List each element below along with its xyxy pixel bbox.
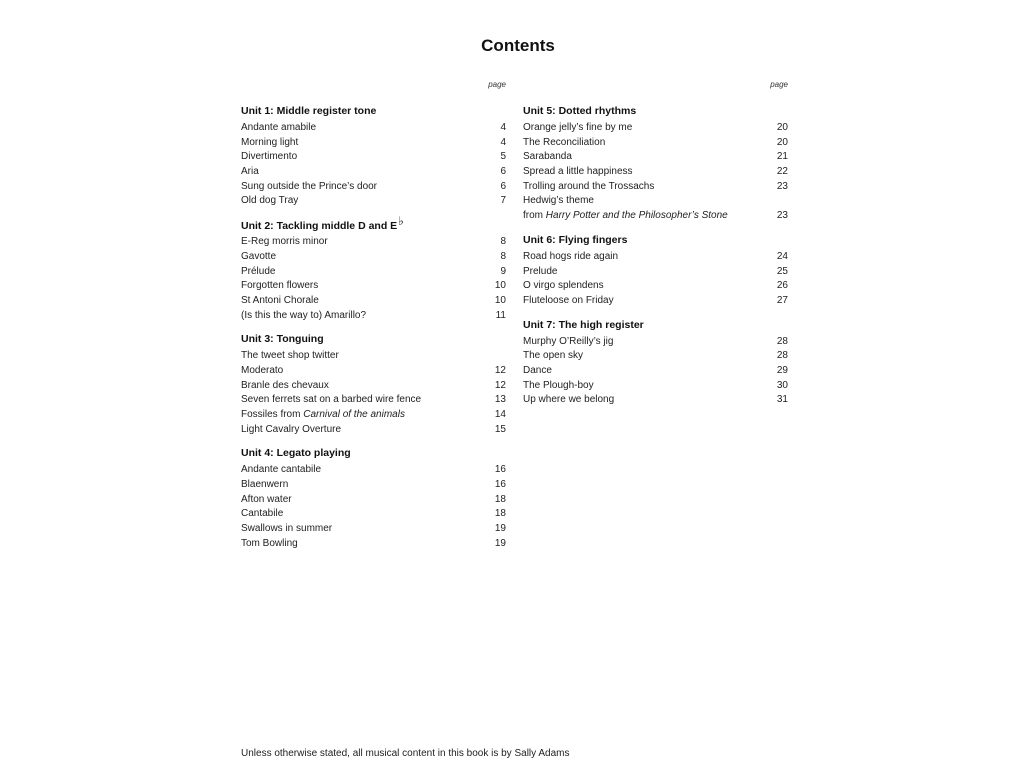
- entry-page-number: 10: [494, 280, 506, 292]
- entry-title-italic: Harry Potter and the Philosopher’s Stone: [545, 210, 728, 222]
- entry-page-number: 10: [494, 294, 506, 306]
- entry-title-text: St Antoni Chorale: [241, 294, 319, 306]
- entry-page-number: 12: [494, 379, 506, 391]
- entry-title-text: (Is this the way to) Amarillo?: [241, 309, 367, 321]
- entry-title: [241, 493, 292, 508]
- entry-title-text: Orange jelly’s fine by me: [523, 122, 633, 133]
- entry-title: [241, 522, 332, 537]
- entry-title-text: O virgo splendens: [523, 280, 604, 292]
- entry-title: [523, 180, 654, 195]
- entry-title: [241, 408, 405, 423]
- contents-entry: [241, 537, 506, 552]
- entry-title: [241, 180, 377, 195]
- unit-title-text: Unit 5: Dotted rhythms: [523, 105, 637, 117]
- entry-title-text: Old dog Tray: [241, 195, 299, 207]
- entry-title: [241, 507, 283, 522]
- contents-entry: [241, 493, 506, 508]
- entry-page-number: 29: [776, 364, 788, 376]
- entry-page-number: 26: [776, 280, 788, 292]
- entry-title: [523, 209, 728, 224]
- entry-title: [523, 393, 614, 408]
- entry-title-text: The open sky: [523, 350, 584, 362]
- unit-section: [523, 231, 788, 309]
- entry-page-number: 23: [776, 210, 788, 222]
- entry-title-text: Andante cantabile: [241, 464, 322, 476]
- entry-title: [241, 279, 318, 294]
- entry-title: [241, 265, 275, 280]
- entry-title-text: Moderato: [241, 364, 284, 376]
- unit-title-text: Unit 7: The high register: [523, 318, 644, 331]
- entry-page-number: 27: [776, 294, 788, 306]
- contents-entry: [523, 165, 788, 180]
- entry-title-text: Prélude: [241, 265, 276, 277]
- entry-title-text: Gavotte: [241, 250, 277, 262]
- entry-title-text: Andante amabile: [241, 122, 317, 133]
- entry-title: [241, 136, 298, 151]
- unit-title-text: Unit 2: Tackling middle D and E: [241, 220, 398, 233]
- contents-entry: [523, 349, 788, 364]
- entry-title: [523, 250, 618, 265]
- entry-page-number: 4: [500, 136, 506, 148]
- entry-page-number: 28: [776, 335, 788, 347]
- entry-title: [523, 165, 633, 180]
- contents-entry: [523, 194, 788, 209]
- entry-title-text: Prelude: [523, 265, 558, 277]
- entry-page-number: 16: [494, 464, 506, 476]
- entry-title: [523, 335, 613, 350]
- entry-title: [523, 121, 632, 136]
- entry-title-text: Afton water: [241, 493, 292, 505]
- entry-page-number: 11: [495, 309, 506, 321]
- entry-page-number: 8: [500, 250, 506, 262]
- entry-title-text: Sarabanda: [523, 151, 572, 163]
- entry-title-text: Blaenwern: [241, 479, 289, 491]
- flat-symbol-icon: ♭: [398, 214, 404, 229]
- entry-title-text: Fluteloose on Friday: [523, 294, 614, 306]
- entry-title-text: E-Reg morris minor: [241, 236, 328, 248]
- entry-page-number: 19: [494, 537, 506, 549]
- contents-entry: [241, 265, 506, 280]
- entry-title-text: Seven ferrets sat on a barbed wire fence: [241, 394, 422, 406]
- contents-entry: [241, 194, 506, 209]
- unit-title: [241, 444, 506, 463]
- contents-entry: [241, 463, 506, 478]
- contents-entry: [523, 209, 788, 224]
- contents-entry: [241, 379, 506, 394]
- contents-entry: [241, 393, 506, 408]
- entry-title-text: Up where we belong: [523, 394, 615, 406]
- contents-entry: [241, 522, 506, 537]
- contents-entry: [523, 279, 788, 294]
- entry-page-number: 24: [776, 250, 788, 262]
- entry-title: [241, 165, 259, 180]
- contents-entry: [241, 180, 506, 195]
- entry-title: [241, 393, 421, 408]
- contents-entry: [241, 309, 506, 324]
- entry-title-text: Fossiles from: [241, 409, 304, 420]
- entry-title-text: Spread a little happiness: [523, 166, 633, 178]
- contents-entry: [241, 235, 506, 250]
- entry-title-text: Forgotten flowers: [241, 280, 319, 292]
- contents-entry: [523, 150, 788, 165]
- unit-section: [241, 102, 506, 209]
- entry-title-text: The Reconciliation: [523, 136, 606, 148]
- entry-title: [241, 150, 297, 165]
- units-list: [523, 102, 788, 408]
- entry-page-number: 6: [500, 166, 506, 178]
- entry-title: [241, 478, 288, 493]
- contents-entry: [241, 165, 506, 180]
- entry-page-number: 15: [494, 423, 506, 435]
- entry-title: [241, 463, 321, 478]
- unit-title-text: Unit 6: Flying fingers: [523, 233, 628, 246]
- entry-title: [241, 235, 328, 250]
- entry-title: [523, 279, 604, 294]
- entry-title: [241, 194, 298, 209]
- entry-page-number: 9: [500, 265, 506, 277]
- entry-page-number: 22: [776, 166, 788, 178]
- entry-title: [241, 349, 339, 364]
- entry-title: [241, 121, 316, 136]
- unit-section: [523, 102, 788, 224]
- contents-entry: [523, 180, 788, 195]
- contents-entry: [523, 393, 788, 408]
- contents-entry: [241, 294, 506, 309]
- entry-title: [523, 150, 572, 165]
- entry-title-text: from: [523, 210, 546, 222]
- entry-page-number: 6: [500, 180, 506, 192]
- entry-page-number: 20: [776, 136, 788, 148]
- unit-section: [241, 444, 506, 551]
- entry-title-text: Divertimento: [241, 151, 298, 163]
- entry-page-number: 5: [500, 151, 506, 163]
- contents-entry: [241, 150, 506, 165]
- unit-title: [241, 330, 506, 349]
- entry-title: [241, 309, 366, 324]
- contents-entry: [241, 478, 506, 493]
- unit-title-text: Unit 4: Legato playing: [241, 447, 351, 460]
- entry-title-text: Road hogs ride again: [523, 250, 619, 262]
- contents-entry: [241, 136, 506, 151]
- entry-title-text: Aria: [241, 166, 259, 178]
- contents-entry: [523, 136, 788, 151]
- unit-section: [241, 330, 506, 437]
- contents-entry: [241, 279, 506, 294]
- contents-entry: [523, 364, 788, 379]
- entry-title: [523, 194, 594, 209]
- contents-entry: [241, 408, 506, 423]
- page-title: Contents: [481, 36, 555, 55]
- entry-title: [523, 364, 552, 379]
- contents-entry: [241, 364, 506, 379]
- entry-title: [241, 379, 329, 394]
- unit-title-text: Unit 3: Tonguing: [241, 333, 324, 346]
- entry-page-number: 13: [494, 394, 506, 406]
- entry-page-number: 18: [494, 508, 506, 520]
- contents-column-right: [523, 80, 788, 415]
- unit-section: [241, 216, 506, 323]
- entry-title-text: Light Cavalry Overture: [241, 423, 342, 435]
- unit-title: [241, 216, 506, 235]
- entry-title: [241, 364, 283, 379]
- entry-page-number: 28: [776, 350, 788, 362]
- contents-entry: [523, 121, 788, 136]
- entry-page-number: 21: [776, 151, 788, 163]
- contents-column-left: [241, 80, 506, 559]
- entry-title-text: The tweet shop twitter: [241, 350, 339, 362]
- contents-entry: [241, 121, 506, 136]
- entry-title-text: Cantabile: [241, 508, 284, 520]
- contents-entry: [523, 250, 788, 265]
- entry-page-number: 4: [500, 122, 506, 133]
- entry-page-number: 8: [500, 236, 506, 248]
- page-column-header: page: [488, 80, 506, 89]
- entry-title: [241, 250, 276, 265]
- entry-title: [241, 537, 298, 552]
- entry-title: [241, 423, 341, 438]
- page-column-header: page: [770, 80, 788, 89]
- entry-title-text: The Plough-boy: [523, 379, 594, 391]
- entry-title-text: Dance: [523, 364, 552, 376]
- unit-title: [241, 102, 506, 121]
- entry-title-text: Morning light: [241, 136, 299, 148]
- contents-entry: [523, 335, 788, 350]
- contents-entry: [241, 250, 506, 265]
- entry-title: [523, 136, 605, 151]
- entry-page-number: 7: [500, 195, 506, 207]
- entry-title: [523, 265, 557, 280]
- entry-page-number: 23: [776, 180, 788, 192]
- entry-page-number: 20: [776, 122, 788, 133]
- entry-page-number: 25: [776, 265, 788, 277]
- contents-entry: [241, 349, 506, 364]
- contents-entry: [241, 423, 506, 438]
- entry-title: [241, 294, 319, 309]
- entry-page-number: 12: [494, 364, 506, 376]
- entry-title-text: Sung outside the Prince’s door: [241, 180, 378, 192]
- footer-note: Unless otherwise stated, all musical content in this book is by Sally Adams: [241, 748, 570, 759]
- unit-title: [523, 102, 788, 121]
- entry-page-number: 18: [494, 493, 506, 505]
- entry-title-text: Hedwig’s theme: [523, 195, 594, 207]
- entry-page-number: 31: [776, 394, 788, 406]
- entry-page-number: 19: [494, 523, 506, 535]
- entry-page-number: 30: [776, 379, 788, 391]
- entry-title-text: Swallows in summer: [241, 523, 333, 535]
- entry-title-text: Branle des chevaux: [241, 379, 329, 391]
- unit-section: [523, 316, 788, 408]
- entry-title-text: Tom Bowling: [241, 537, 298, 549]
- entry-title-text: Trolling around the Trossachs: [523, 180, 655, 192]
- entry-page-number: 16: [494, 479, 506, 491]
- entry-title: [523, 294, 614, 309]
- entry-title: [523, 349, 583, 364]
- entry-page-number: 14: [494, 409, 506, 420]
- contents-entry: [241, 507, 506, 522]
- units-list: [241, 102, 506, 552]
- contents-entry: [523, 294, 788, 309]
- contents-entry: [523, 379, 788, 394]
- unit-title: [523, 231, 788, 250]
- entry-title-italic: Carnival of the animals: [303, 409, 405, 420]
- unit-title: [523, 316, 788, 335]
- entry-title: [523, 379, 594, 394]
- entry-title-text: Murphy O’Reilly’s jig: [523, 335, 614, 347]
- unit-title-text: Unit 1: Middle register tone: [241, 105, 377, 117]
- contents-entry: [523, 265, 788, 280]
